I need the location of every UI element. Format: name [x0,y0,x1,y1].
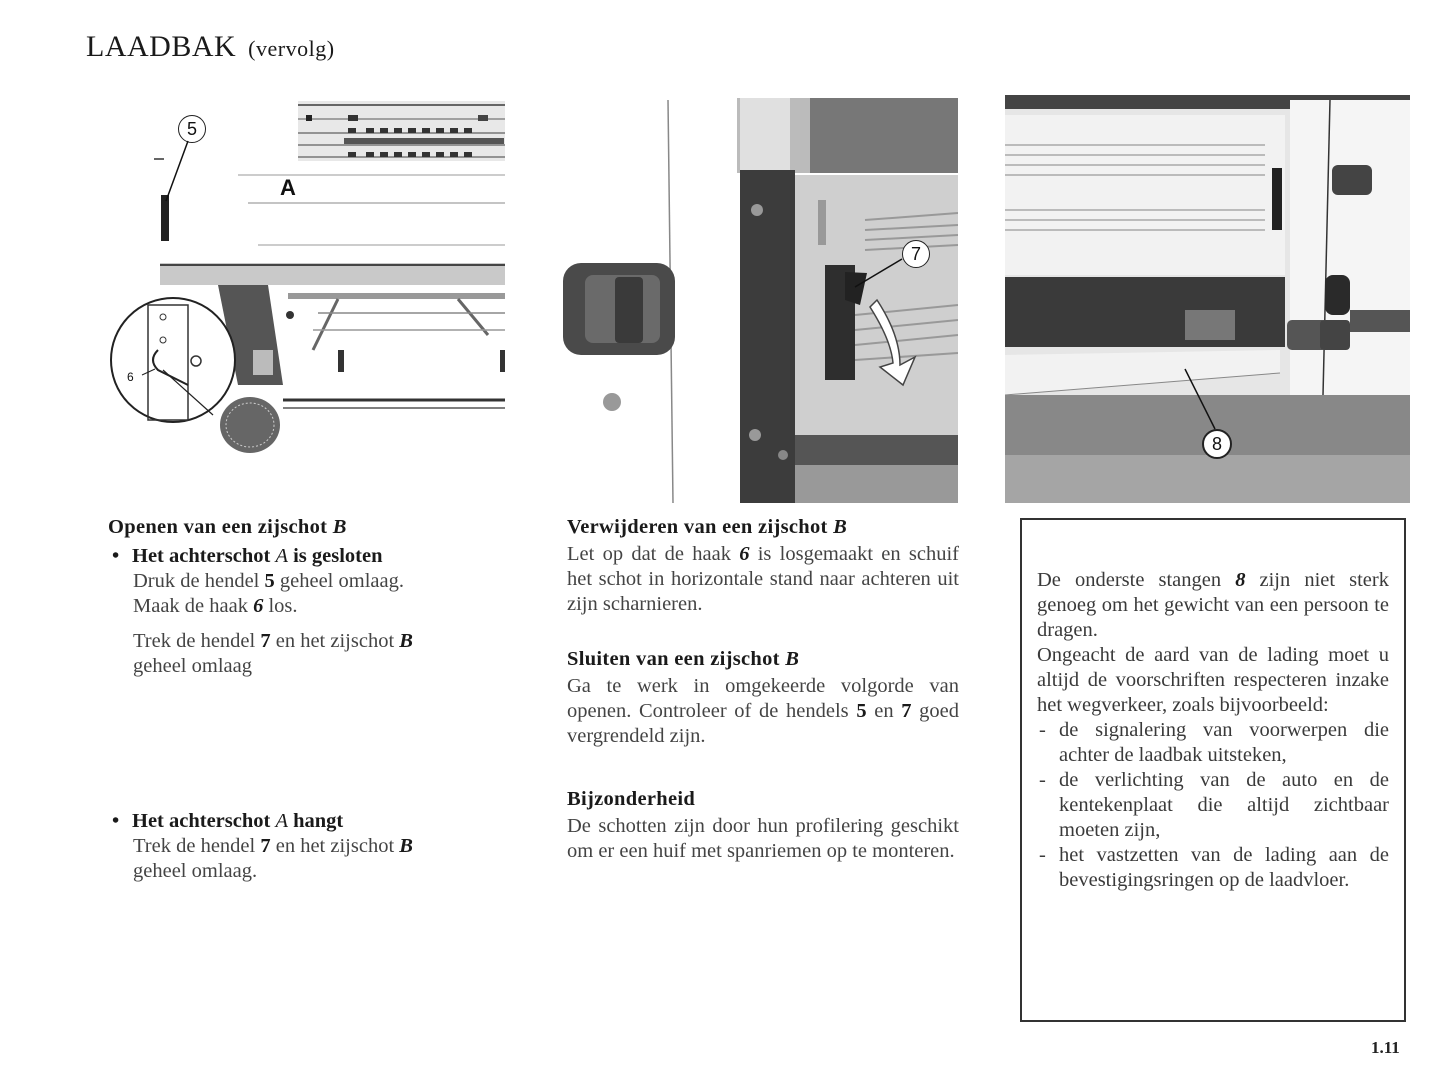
heading-sluiten: Sluiten van een zijschot B [567,648,800,670]
paragraph-closing: Ga te werk in omgekeerde volgorde van openen. Controleer of de hendels 5 en 7 goed vergrendeld zijn. [567,675,959,747]
note-list-item: - het vastzetten van de lading aan de bevestigingsringen op de laadvloer. [1039,844,1389,891]
heading-bijzonderheid: Bijzonderheid [567,788,696,810]
title-subtitle: (vervolg) [248,36,335,61]
note-paragraph-regulations: Ongeacht de aard van de lading moet u altijd de voorschriften respecteren inzake het wegverkeer, zoals bijvoorbeeld: [1037,644,1389,716]
paragraph-special: De schotten zijn door hun profilering geschikt om er een huif met spanriemen op te monteren. [567,815,959,862]
note-list-item: - de verlichting van de auto en de kentekenplaat die altijd zichtbaar moeten zijn, [1039,769,1389,841]
callout-7: 7 [902,240,930,268]
page-number: 1.11 [1371,1038,1400,1057]
figure-side-panel-lever [555,95,958,503]
section-opening-side-panel [108,515,508,884]
title-main: LAADBAK [86,30,237,63]
instruction-lever-7-a: Trek de hendel 7 en het zijschot B geheel omlaag [133,630,413,677]
bullet-tailgate-hangs: • Het achterschot A hangt [112,810,344,832]
page-title [86,30,335,64]
instruction-hook-6: Maak de haak 6 los. [133,595,298,617]
instruction-lever-7-b: Trek de hendel 7 en het zijschot B geheel omlaag. [133,835,413,882]
callout-7-leader [850,255,910,295]
callout-5: 5 [178,115,206,143]
callout-6: 6 [127,370,134,384]
callout-8: 8 [1202,429,1232,459]
note-list [1037,718,1389,893]
bullet-tailgate-closed: • Het achterschot A is gesloten [112,545,383,567]
section-removal-closing [567,515,959,864]
warning-note-box [1020,518,1406,1022]
note-list-item: - de signalering van voorwerpen die achter de laadbak uitsteken, [1039,719,1389,766]
figure-rear-tailgate [108,95,505,455]
callout-5-leader [156,139,196,209]
note-paragraph-bars: De onderste stangen 8 zijn niet sterk genoeg om het gewicht van een persoon te dragen. [1037,569,1389,641]
label-tailgate-a: A [280,175,296,200]
figure-lower-bars [1005,95,1410,503]
heading-openen: Openen van een zijschot B [108,516,347,538]
note-content [1037,568,1389,893]
heading-verwijderen: Verwijderen van een zijschot B [567,516,848,538]
side-panel-photo [555,95,958,503]
instruction-lever-5: Druk de hendel 5 geheel omlaag. [133,570,404,592]
callout-8-leader [1180,365,1230,435]
paragraph-removal: Let op dat de haak 6 is losgemaakt en schuif het schot in horizontale stand naar achteren uit zijn scharnieren. [567,543,959,615]
